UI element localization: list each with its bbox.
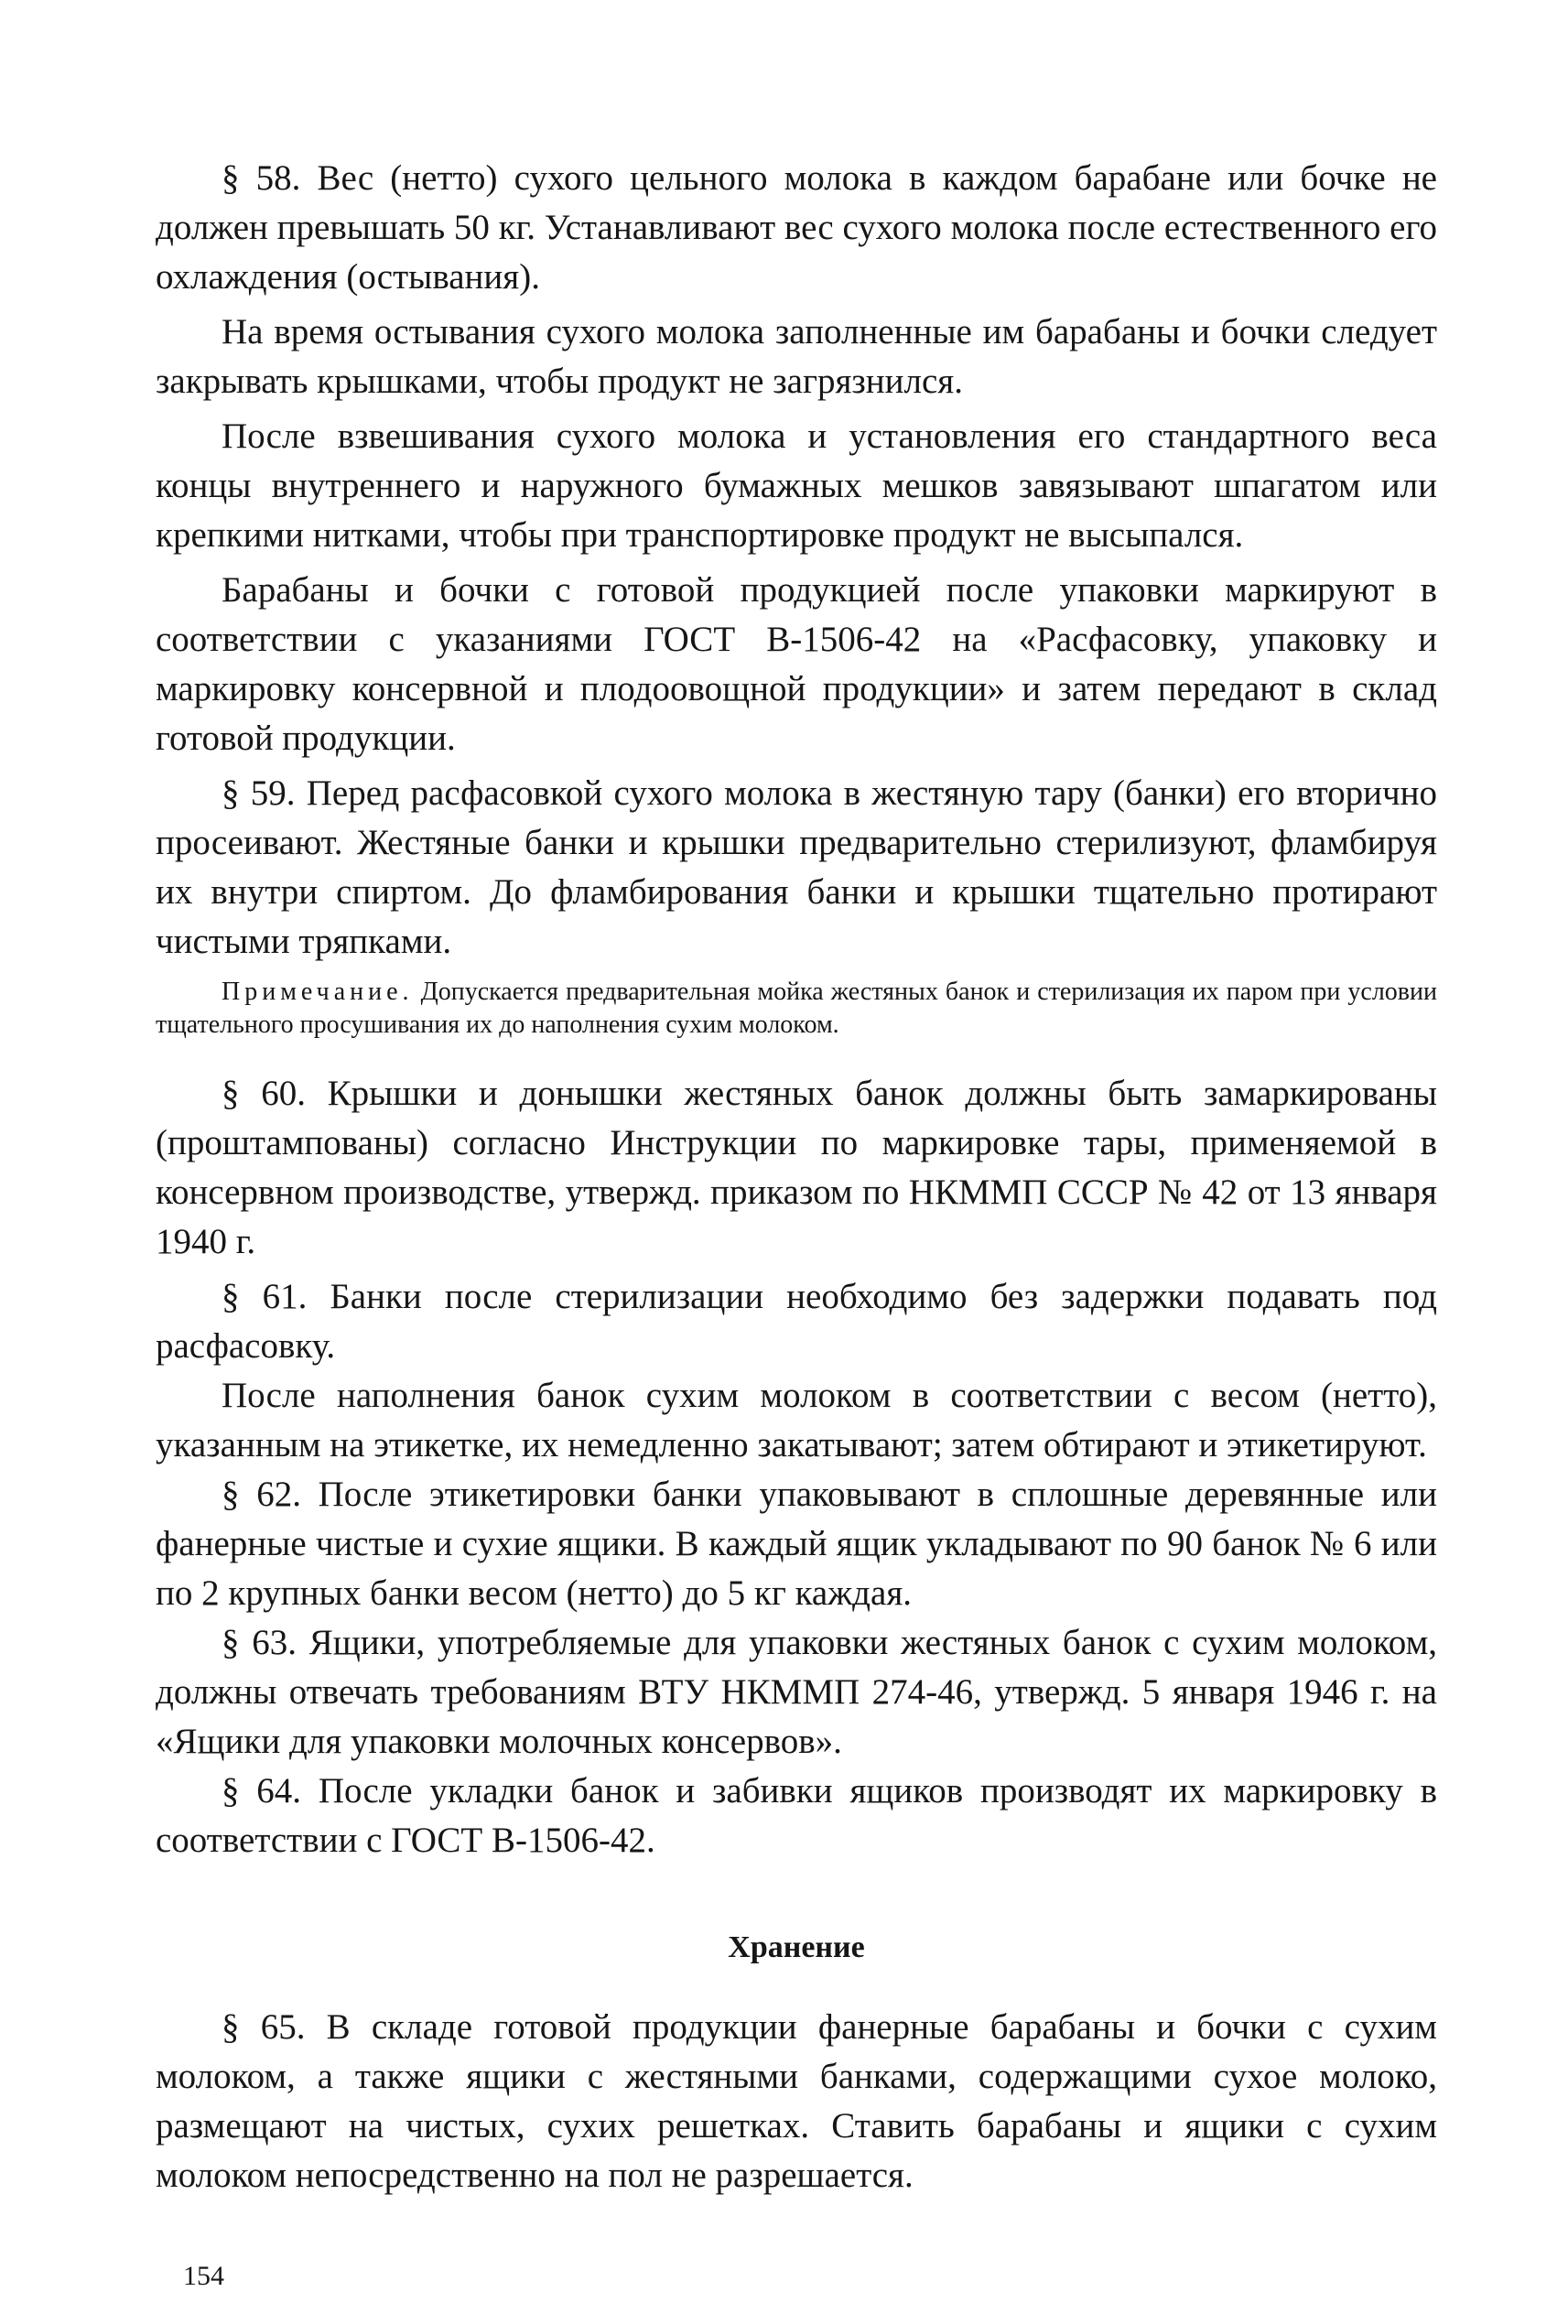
paragraph-62: § 62. После этикетировки банки упаковывают в сплошные деревянные или фанерные чистые и сухие ящики. В каждый ящик укладывают по 90 банок № 6 или по 2 крупных банки весом (нетто) до 5 кг каждая. (156, 1475, 1437, 1613)
paragraph-65: § 65. В складе готовой продукции фанерные барабаны и бочки с сухим молоком, а также ящики с жестяными банками, содержащими сухое молоко, размещают на чистых, сухих решетках. Ставить барабаны и ящики с сухим молоком непосредственно на пол не разрешается. (156, 2007, 1437, 2195)
paragraph-59: § 59. Перед расфасовкой сухого молока в жестяную тару (банки) его вторично просеивают. Жестяные банки и крышки предварительно стерилизуют, фламбируя их внутри спиртом. До фламбирования банки и крышки тщательно протирают чистыми тряпками. (156, 773, 1437, 961)
note-text: Допускается предварительная мойка жестяных банок и стерилизация их паром при условии тщательного просушивания их до наполнения сухим молоком. (156, 978, 1437, 1039)
paragraph-58-bags: После взвешивания сухого молока и установления его стандартного веса концы внутреннего и наружного бумажных мешков завязывают шпагатом или крепкими нитками, чтобы при транспортировке продукт не высыпался. (156, 416, 1437, 555)
section-heading: Хранение (728, 1930, 865, 1964)
paragraph-64: § 64. После укладки банок и забивки ящиков производят их маркировку в соответствии с ГОСТ В-1506-42. (156, 1771, 1437, 1860)
paragraph-58-marking: Барабаны и бочки с готовой продукцией после упаковки маркируют в соответствии с указаниями ГОСТ В-1506-42 на «Расфасовку, упаковку и маркировку консервной и плодоовощной продукции» и затем передают в склад готовой продукции. (156, 570, 1437, 758)
paragraph-58-cooling: На время остывания сухого молока заполненные им барабаны и бочки следует закрывать крышками, чтобы продукт не загрязнился. (156, 312, 1437, 401)
paragraph-60: § 60. Крышки и донышки жестяных банок должны быть замаркированы (проштампованы) согласно Инструкции по маркировке тары, применяемой в консервном производстве, утвержд. приказом по НКММП СССР № 42 от 13 января 1940 г. (156, 1074, 1437, 1261)
document-page (156, 154, 1437, 2200)
paragraph-58: § 58. Вес (нетто) сухого цельного молока в каждом барабане или бочке не должен превышать 50 кг. Устанавливают вес сухого молока после естественного его охлаждения (остывания). (156, 158, 1437, 297)
page-number: 154 (183, 2261, 224, 2291)
paragraph-61: § 61. Банки после стерилизации необходимо без задержки подавать под расфасовку. (156, 1277, 1437, 1366)
note-label: Примечание. (222, 978, 414, 1006)
note-paragraph (156, 976, 1437, 1042)
paragraph-61-filling: После наполнения банок сухим молоком в соответствии с весом (нетто), указанным на этикетке, их немедленно закатывают; затем обтирают и этикетируют. (156, 1376, 1437, 1465)
paragraph-63: § 63. Ящики, употребляемые для упаковки жестяных банок с сухим молоком, должны отвечать требованиям ВТУ НКММП 274-46, утвержд. 5 января 1946 г. на «Ящики для упаковки молочных консервов». (156, 1623, 1437, 1761)
